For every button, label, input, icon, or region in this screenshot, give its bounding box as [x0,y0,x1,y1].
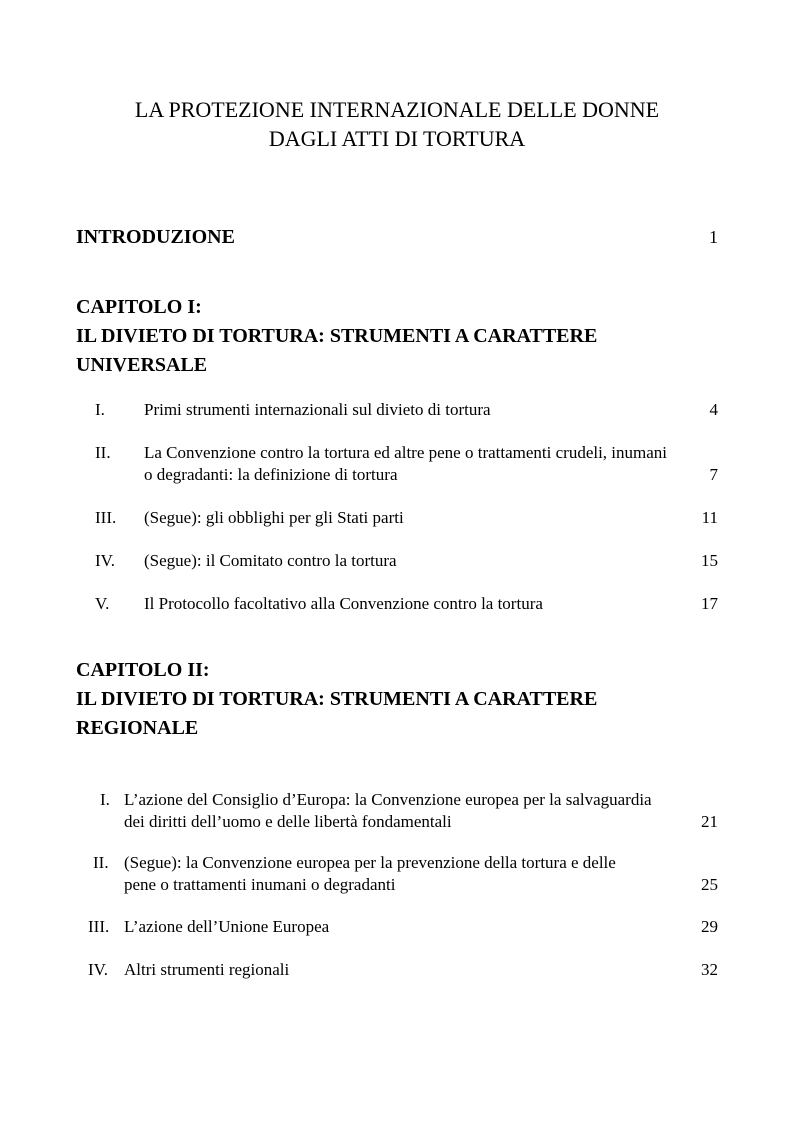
entry-number: III. [95,508,117,527]
entry-title [144,550,397,572]
entry-page-number: 7 [709,465,718,484]
entry-title [124,959,289,981]
entry-page-number: 21 [701,812,718,831]
chapter-2-heading [76,656,718,743]
chapter-1-label: CAPITOLO I: [76,296,202,318]
document-title [0,95,794,153]
entry-page-number: 15 [701,551,718,570]
entry-number: IV. [88,960,108,979]
toc-entry [88,852,718,896]
entry-title [144,399,491,421]
entry-number: III. [88,917,110,936]
entry-page-number: 11 [701,508,718,527]
entry-title-line: pene o trattamenti inumani o degradanti [124,875,396,894]
intro-page-number: 1 [709,227,718,247]
chapter-2-title-line-1: IL DIVIETO DI TORTURA: STRUMENTI A CARATTERE [76,688,598,710]
chapter-2-label: CAPITOLO II: [76,659,210,681]
toc-entry [95,507,718,529]
entry-number: II. [93,853,109,872]
entry-title [124,789,652,833]
toc-entry [95,399,718,421]
entry-number: II. [95,443,111,462]
entry-page-number: 25 [701,875,718,894]
entry-number: V. [95,594,110,613]
entry-title-line: Altri strumenti regionali [124,960,290,979]
entry-title [124,916,329,938]
entry-title [144,507,404,529]
toc-entry [95,593,718,615]
entry-title-line: o degradanti: la definizione di tortura [144,465,398,484]
entry-page-number: 17 [701,594,718,613]
entry-title [124,852,616,896]
entry-title-line: dei diritti dell’uomo e delle libertà fondamentali [124,812,452,831]
entry-title-line: La Convenzione contro la tortura ed altre pene o trattamenti crudeli, inumani [144,443,668,462]
toc-entry [88,959,718,981]
toc-entry [95,550,718,572]
entry-page-number: 29 [701,917,718,936]
intro-label: INTRODUZIONE [76,226,235,248]
entry-title-line: Il Protocollo facoltativo alla Convenzione contro la tortura [144,594,543,613]
entry-number: IV. [95,551,115,570]
chapter-2-title-line-2: REGIONALE [76,717,199,739]
toc-entry [88,789,718,833]
entry-title-line: (Segue): la Convenzione europea per la prevenzione della tortura e delle [124,853,616,872]
entry-number: I. [100,790,110,809]
intro-heading [76,223,718,252]
toc-entry [95,442,718,486]
entry-number: I. [95,400,105,419]
title-line-2: DAGLI ATTI DI TORTURA [268,126,526,151]
entry-title-line: (Segue): gli obblighi per gli Stati parti [144,508,404,527]
toc-entry [88,916,718,938]
title-line-1: LA PROTEZIONE INTERNAZIONALE DELLE DONNE [134,97,660,122]
entry-page-number: 32 [701,960,718,979]
entry-title-line: L’azione del Consiglio d’Europa: la Convenzione europea per la salvaguardia [124,790,652,809]
entry-title-line: L’azione dell’Unione Europea [124,917,330,936]
entry-title-line: Primi strumenti internazionali sul divieto di tortura [144,400,491,419]
entry-title-line: (Segue): il Comitato contro la tortura [144,551,397,570]
entry-title [144,593,543,615]
chapter-1-title-line-2: UNIVERSALE [76,354,208,376]
chapter-1-heading [76,293,718,380]
chapter-1-title-line-1: IL DIVIETO DI TORTURA: STRUMENTI A CARATTERE [76,325,598,347]
entry-title [144,442,667,486]
entry-page-number: 4 [709,400,718,419]
